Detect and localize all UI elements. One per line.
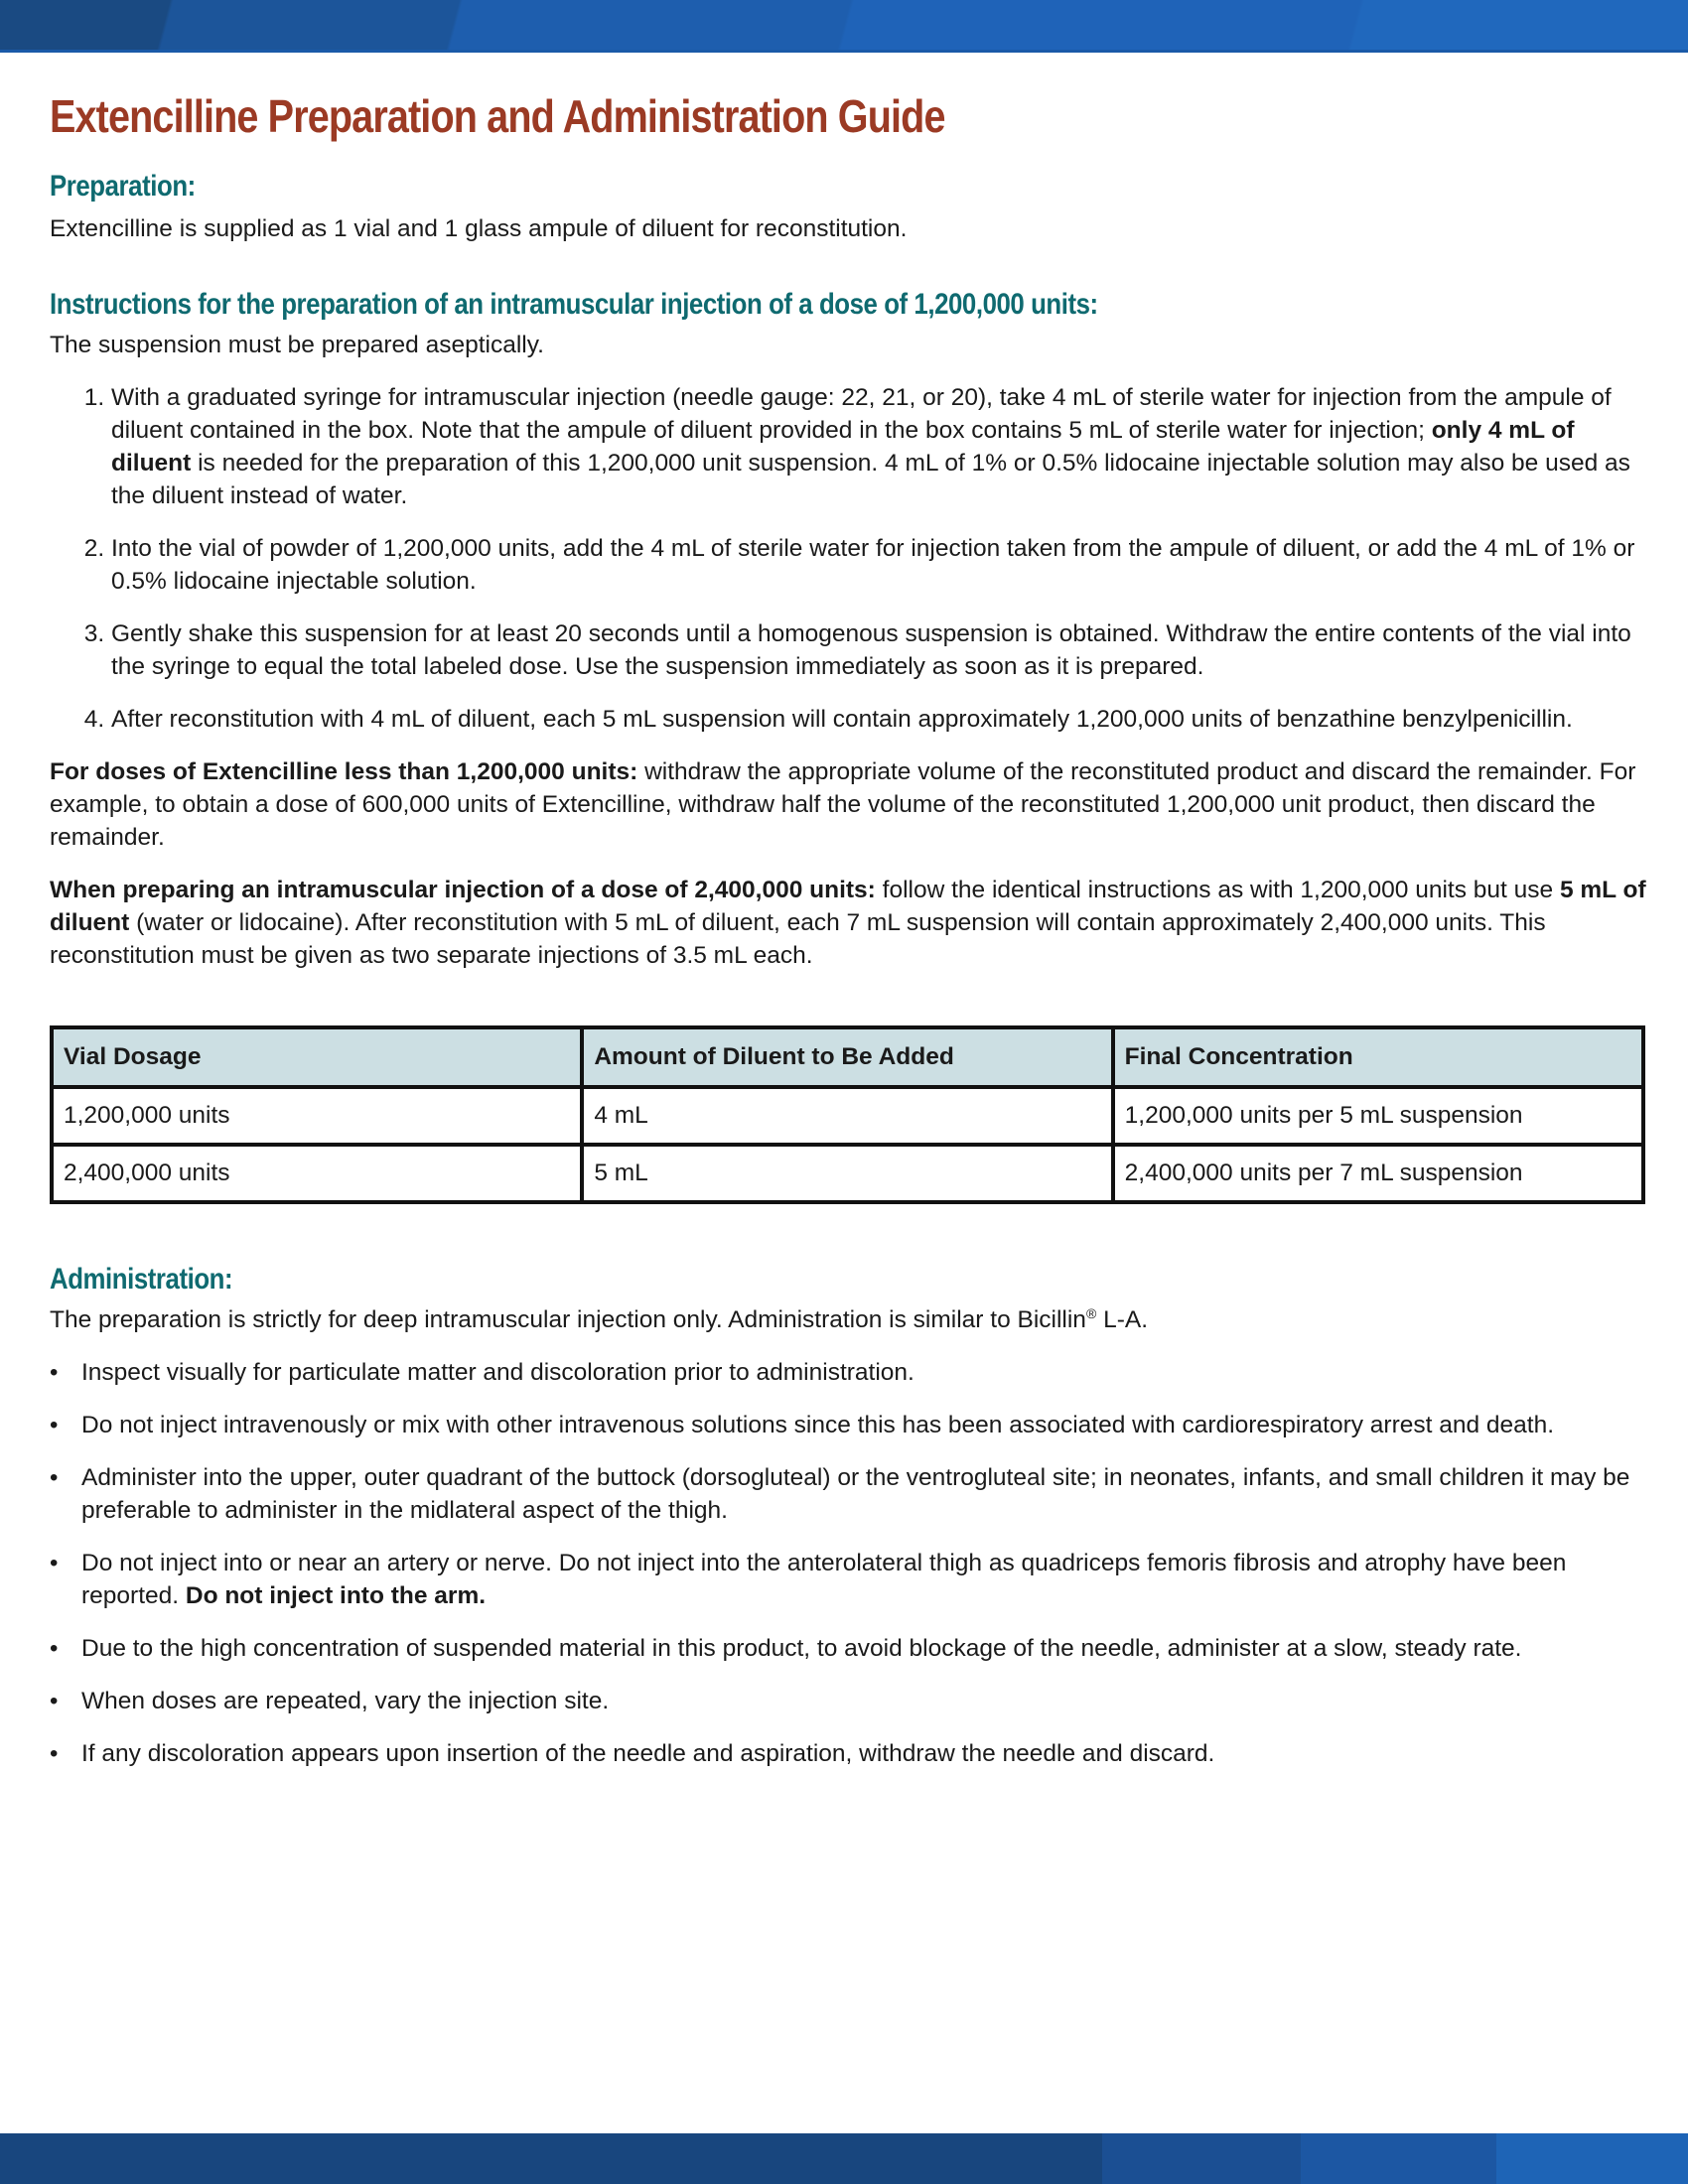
table-cell: 4 mL <box>582 1087 1112 1145</box>
administration-intro: The preparation is strictly for deep intramuscular injection only. Administration is similar to Bicillin® L-A. <box>50 1305 1149 1333</box>
dosage-table <box>50 1025 1645 1204</box>
step-item: 4. After reconstitution with 4 mL of diluent, each 5 mL suspension will contain approximately 1,200,000 units of benzathine benzylpenicillin. <box>111 703 1648 736</box>
footer-band-segment <box>1301 2133 1496 2184</box>
footer-band-segment <box>1496 2133 1688 2184</box>
registered-mark: ® <box>1085 1305 1097 1321</box>
step-item: 1. With a graduated syringe for intramuscular injection (needle gauge: 22, 21, or 20), take 4 mL of sterile water for injection from the ampule of diluent contained in the box. Note that the ampule of diluent provided in the box contains 5 mL of sterile water for injection; only 4 mL of diluent is needed for the preparation of this 1,200,000 unit suspension. 4 mL of 1% or 0.5% lidocaine injectable solution may also be used as the diluent instead of water. <box>111 381 1648 512</box>
less-dose-paragraph: For doses of Extencilline less than 1,200,000 units: withdraw the appropriate volume of the reconstituted product and discard the remainder. For example, to obtain a dose of 600,000 units of Extencilline, withdraw half the volume of the reconstituted 1,200,000 unit product, then discard the remainder. <box>50 758 1636 851</box>
preparation-heading: Preparation: <box>50 170 196 203</box>
column-header: Final Concentration <box>1113 1027 1643 1087</box>
bullet-item: • If any discoloration appears upon insertion of the needle and aspiration, withdraw the needle and discard. <box>81 1737 1648 1770</box>
bullet-item: • Inspect visually for particulate matter and discoloration prior to administration. <box>81 1356 1648 1389</box>
bullet-item: • Due to the high concentration of suspended material in this product, to avoid blockage of the needle, administer at a slow, steady rate. <box>81 1632 1648 1665</box>
table-row <box>52 1145 1643 1202</box>
table-cell: 1,200,000 units <box>52 1087 582 1145</box>
column-header: Amount of Diluent to Be Added <box>582 1027 1112 1087</box>
table-cell: 2,400,000 units <box>52 1145 582 1202</box>
table-cell: 5 mL <box>582 1145 1112 1202</box>
preparation-text: Extencilline is supplied as 1 vial and 1 glass ampule of diluent for reconstitution. <box>50 215 908 242</box>
footer-band <box>0 2133 1688 2184</box>
footer-band-segment <box>0 2133 1102 2184</box>
bullet-item: • When doses are repeated, vary the injection site. <box>81 1685 1648 1717</box>
administration-heading: Administration: <box>50 1263 233 1296</box>
warning-emphasis: Do not inject into the arm. <box>185 1582 487 1609</box>
footer-band-segment <box>1102 2133 1301 2184</box>
higher-dose-paragraph: When preparing an intramuscular injection of a dose of 2,400,000 units: follow the identical instructions as with 1,200,000 units but use 5 mL of diluent (water or lidocaine). After reconstitution with 5 mL of diluent, each 7 mL suspension will contain approximately 2,400,000 units. This reconstitution must be given as two separate injections of 3.5 mL each. <box>50 877 1646 969</box>
step-item: 3. Gently shake this suspension for at least 20 seconds until a homogenous suspension is obtained. Withdraw the entire contents of the vial into the syringe to equal the total labeled dose. Use the suspension immediately as soon as it is prepared. <box>111 617 1648 683</box>
column-header: Vial Dosage <box>52 1027 582 1087</box>
table-header-row <box>52 1027 1643 1087</box>
table-row <box>52 1087 1643 1145</box>
step-emphasis: only 4 mL of diluent <box>111 417 1575 477</box>
table-cell: 1,200,000 units per 5 mL suspension <box>1113 1087 1643 1145</box>
bullet-item: • Do not inject into or near an artery or nerve. Do not inject into the anterolateral thigh as quadriceps femoris fibrosis and atrophy have been reported. Do not inject into the arm. <box>81 1547 1648 1612</box>
table-cell: 2,400,000 units per 7 mL suspension <box>1113 1145 1643 1202</box>
page-title: Extencilline Preparation and Administration Guide <box>50 90 945 142</box>
step-item: 2. Into the vial of powder of 1,200,000 units, add the 4 mL of sterile water for injection taken from the ampule of diluent, or add the 4 mL of 1% or 0.5% lidocaine injectable solution. <box>111 532 1648 598</box>
bullet-item: • Do not inject intravenously or mix with other intravenous solutions since this has been associated with cardiorespiratory arrest and death. <box>81 1409 1648 1441</box>
document-page <box>50 87 1648 1790</box>
header-band <box>0 0 1688 53</box>
instructions-intro: The suspension must be prepared aseptically. <box>50 332 544 358</box>
bullet-item: • Administer into the upper, outer quadrant of the buttock (dorsogluteal) or the ventrogluteal site; in neonates, infants, and small children it may be preferable to administer in the midlateral aspect of the thigh. <box>81 1461 1648 1527</box>
instructions-heading: Instructions for the preparation of an intramuscular injection of a dose of 1,200,000 units: <box>50 288 1098 321</box>
instruction-steps <box>50 381 1648 736</box>
administration-bullets <box>50 1356 1648 1770</box>
